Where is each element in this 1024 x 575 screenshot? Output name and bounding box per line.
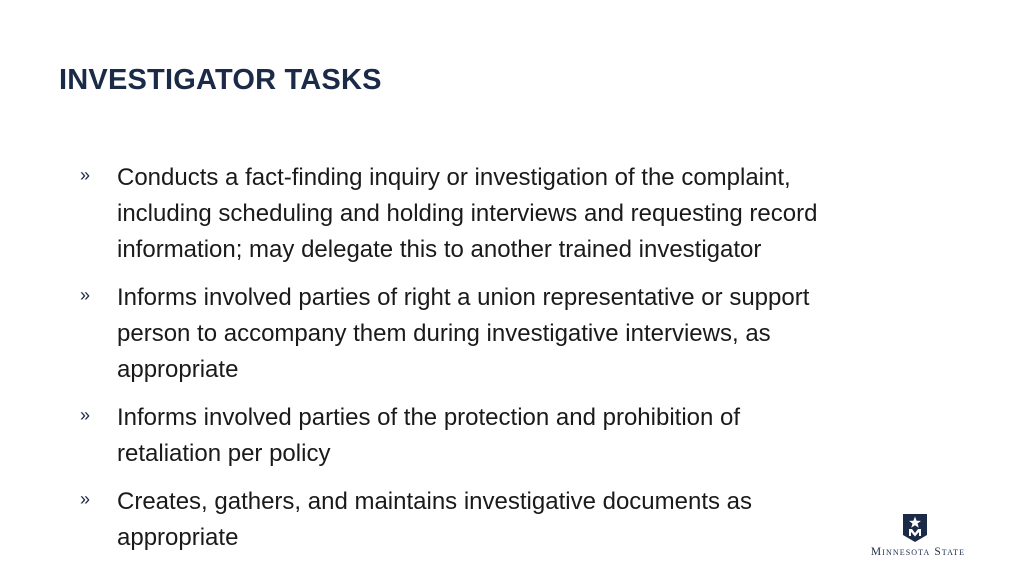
minnesota-state-star-m-icon bbox=[903, 514, 927, 542]
bullet-text-line: Informs involved parties of right a union representative or support bbox=[117, 284, 810, 311]
bullet-text-line: Creates, gathers, and maintains investigative documents as bbox=[117, 488, 753, 515]
bullet-chevron-icon: » bbox=[80, 489, 91, 509]
bullet-text-line: appropriate bbox=[117, 524, 239, 551]
bullet-chevron-icon: » bbox=[80, 165, 91, 185]
logo-wordmark: Minnesota State bbox=[870, 546, 966, 558]
bullet-text-line: information; may delegate this to another trained investigator bbox=[117, 236, 762, 263]
bullet-text-line: including scheduling and holding interviews and requesting record bbox=[117, 200, 818, 227]
bullet-chevron-icon: » bbox=[80, 405, 91, 425]
minnesota-state-logo bbox=[851, 514, 985, 562]
bullet-list bbox=[80, 160, 940, 568]
slide-title: INVESTIGATOR TASKS bbox=[59, 64, 382, 96]
bullet-chevron-icon: » bbox=[80, 285, 91, 305]
bullet-text-line: appropriate bbox=[117, 356, 239, 383]
bullet-text-line: person to accompany them during investigative interviews, as bbox=[117, 320, 771, 347]
bullet-item bbox=[80, 280, 940, 388]
bullet-item bbox=[80, 160, 940, 268]
bullet-text-line: Informs involved parties of the protection and prohibition of bbox=[117, 404, 741, 431]
bullet-item bbox=[80, 400, 940, 472]
bullet-text-line: retaliation per policy bbox=[117, 440, 331, 467]
bullet-text-line: Conducts a fact-finding inquiry or investigation of the complaint, bbox=[117, 164, 791, 191]
bullet-item bbox=[80, 484, 940, 556]
